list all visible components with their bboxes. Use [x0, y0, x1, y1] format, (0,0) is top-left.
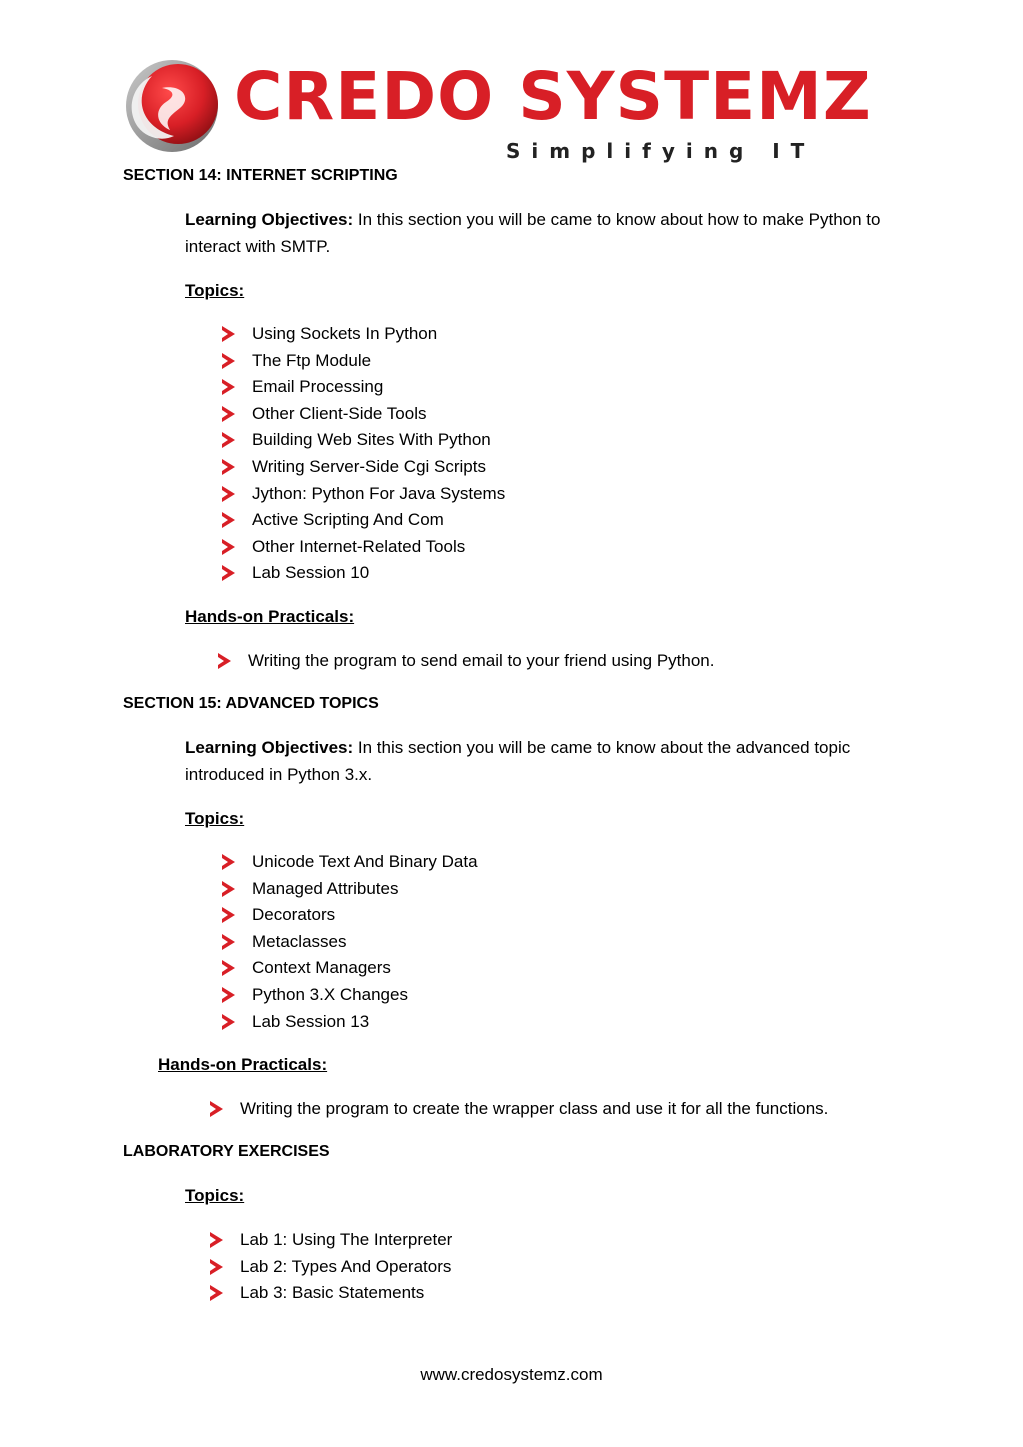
lab-topics-label: Topics: [185, 1186, 245, 1205]
arrow-bullet-icon [222, 406, 235, 422]
section15-objectives-text: In this section you will be came to know about the advanced topic introduced in Python 3.x. [185, 738, 851, 784]
section14-topics-label: Topics: [185, 281, 245, 300]
section14-objectives-text: In this section you will be came to know about how to make Python to interact with SMTP. [185, 210, 881, 256]
arrow-bullet-icon [222, 539, 235, 555]
arrow-bullet-icon [210, 1259, 223, 1275]
footer-url: www.credosystemz.com [420, 1365, 603, 1384]
arrow-bullet-icon [218, 653, 231, 669]
section15-topics-label: Topics: [185, 809, 245, 828]
section14-objectives-label: Learning Objectives: [185, 210, 354, 229]
section15-objectives [185, 734, 905, 788]
section15-objectives-label: Learning Objectives: [185, 738, 354, 757]
arrow-bullet-icon [222, 987, 235, 1003]
logo [122, 58, 872, 168]
arrow-bullet-icon [222, 459, 235, 475]
arrow-bullet-icon [222, 565, 235, 581]
arrow-bullet-icon [210, 1285, 223, 1301]
section15-practicals-label: Hands-on Practicals: [158, 1055, 328, 1074]
arrow-bullet-icon [222, 486, 235, 502]
logo-tagline: Simplifying IT [506, 139, 816, 163]
logo-swoosh-icon [122, 58, 222, 158]
arrow-bullet-icon [222, 907, 235, 923]
section14-practicals-label: Hands-on Practicals: [185, 607, 355, 626]
arrow-bullet-icon [210, 1101, 223, 1117]
arrow-bullet-icon [222, 934, 235, 950]
arrow-bullet-icon [222, 512, 235, 528]
arrow-bullet-icon [222, 854, 235, 870]
arrow-bullet-icon [222, 1014, 235, 1030]
arrow-bullet-icon [222, 326, 235, 342]
arrow-bullet-icon [222, 432, 235, 448]
lab-heading: LABORATORY EXERCISES [123, 1143, 330, 1160]
arrow-bullet-icon [222, 353, 235, 369]
logo-title: CREDO SYSTEMZ [234, 58, 872, 135]
arrow-bullet-icon [222, 881, 235, 897]
arrow-bullet-icon [222, 960, 235, 976]
section14-heading: SECTION 14: INTERNET SCRIPTING [123, 167, 398, 184]
arrow-bullet-icon [222, 379, 235, 395]
section14-objectives [185, 206, 905, 260]
arrow-bullet-icon [210, 1232, 223, 1248]
section15-heading: SECTION 15: ADVANCED TOPICS [123, 695, 379, 712]
